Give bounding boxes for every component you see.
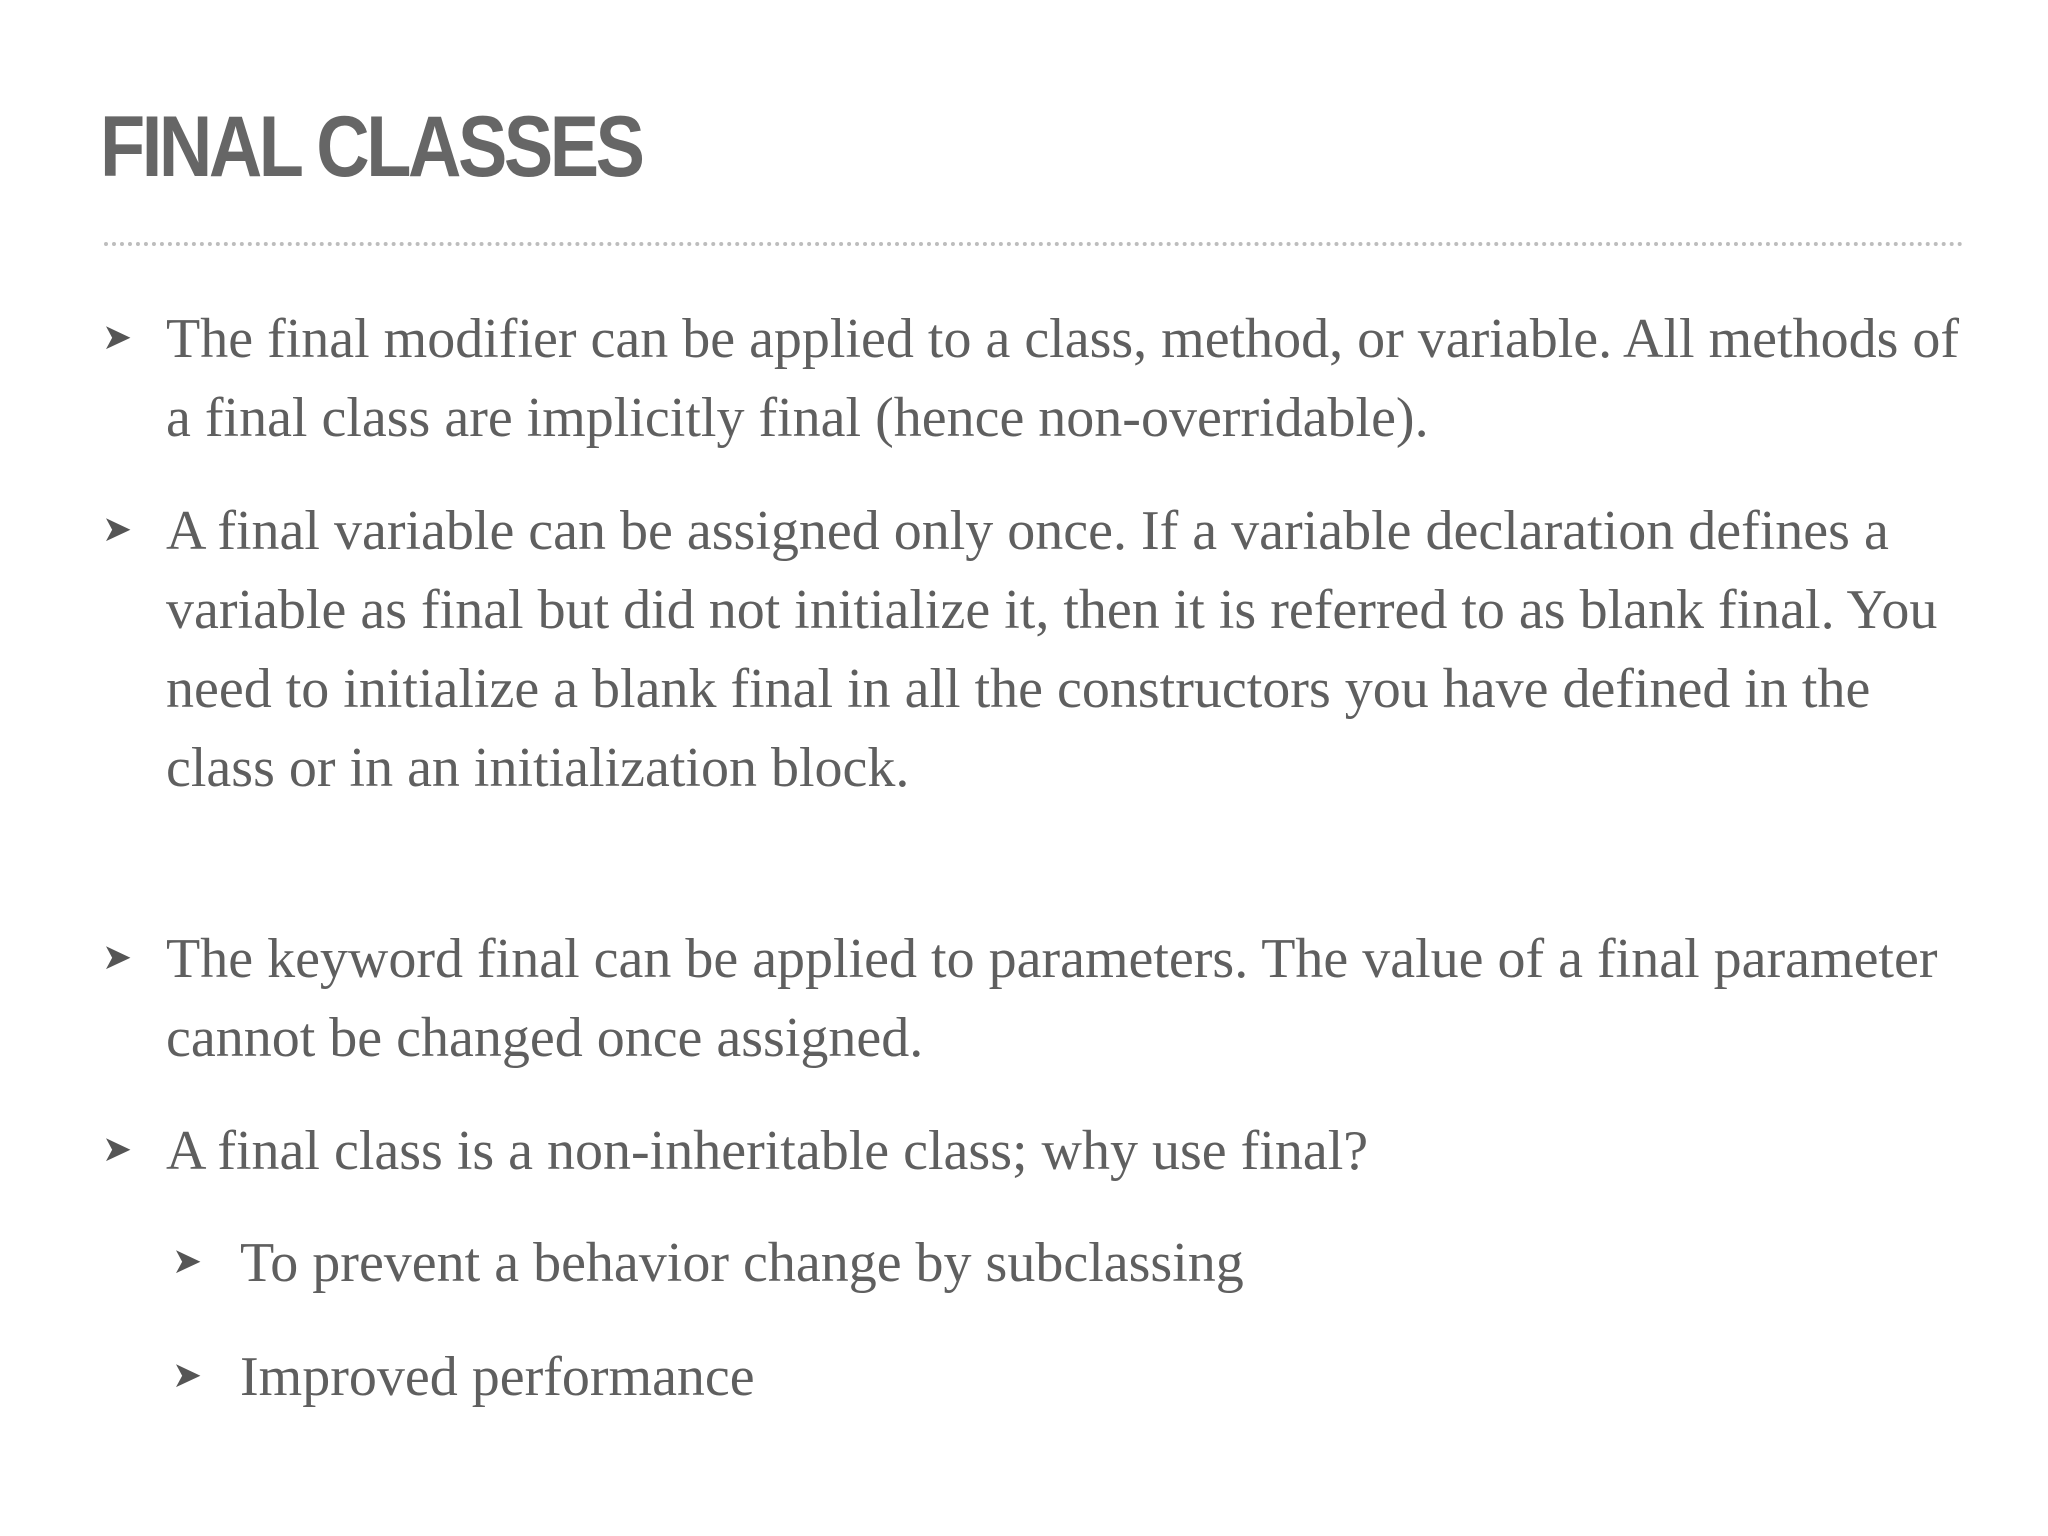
bullet-arrow-icon: ➤ [102,509,133,550]
slide-title: FINAL CLASSES [100,99,642,195]
bullet-arrow-icon: ➤ [102,937,133,978]
bullet-text: A final class is a non-inheritable class; why use final? [166,1120,1369,1182]
bullet-text: To prevent a behavior change by subclassing [240,1232,1244,1294]
title-divider [104,242,1964,246]
bullet-text: The keyword final can be applied to parameters. The value of a final parameter cannot be changed once assigned. [166,928,1938,1069]
bullet-arrow-icon: ➤ [102,1129,133,1170]
bullet-arrow-icon: ➤ [102,317,133,358]
bullet-text: The final modifier can be applied to a class, method, or variable. All methods of a final class are implicitly final (hence non-overridable). [166,308,1960,449]
bullet-text: Improved performance [240,1346,755,1408]
bullet-arrow-icon: ➤ [172,1355,203,1396]
bullet-arrow-icon: ➤ [172,1241,203,1282]
bullet-text: A final variable can be assigned only once. If a variable declaration defines a variable as final but did not initialize it, then it is referred to as blank final. You need to initialize a blank final in all the constructors you have defined in the class or in an initialization block. [166,500,1938,799]
